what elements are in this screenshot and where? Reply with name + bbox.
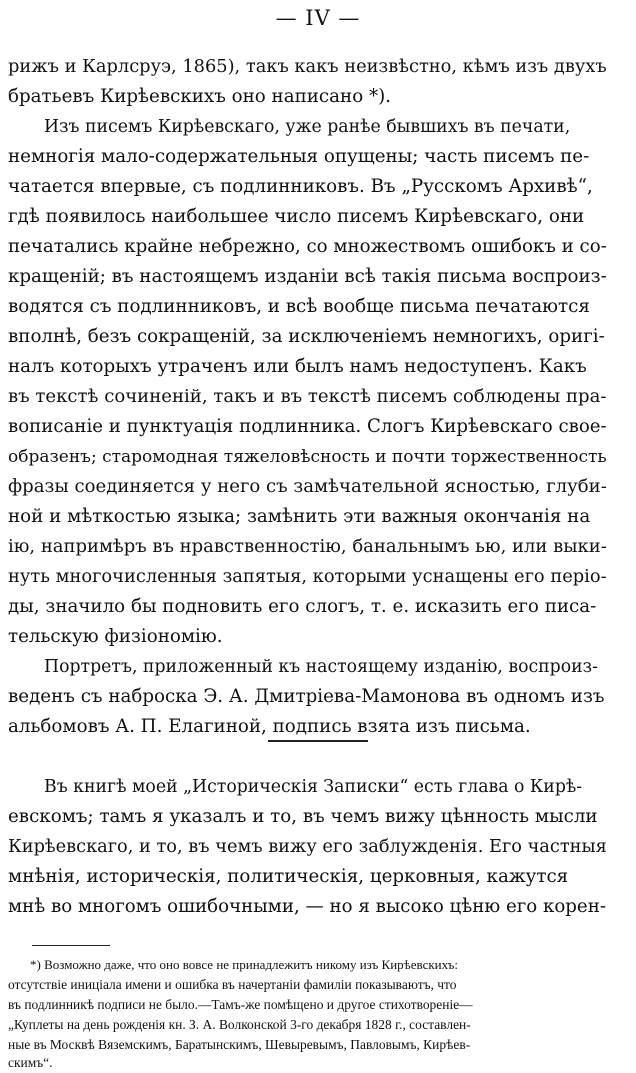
text-line: ію, напримѣръ въ нравственностію, банальнымъ ью, или выки- (8, 536, 607, 557)
section-divider (268, 740, 368, 742)
text-line: альбомовъ А. П. Елагиной, подпись взята изъ письма. (8, 716, 531, 737)
text-line: водятся съ подлинниковъ, и всѣ вообще письма печатаются (8, 296, 590, 317)
text-line: Въ книгѣ моей „Историческія Записки“ есть глава о Кирѣ- (44, 777, 583, 797)
text-line: Кирѣевскаго, и то, въ чемъ вижу его заблужденія. Его частныя (8, 837, 607, 857)
text-line: ды, значило бы подновить его слогъ, т. е. исказить его писа- (8, 596, 597, 617)
text-line: тельскую физіономію. (8, 626, 223, 647)
text-line: рижъ и Карлсруэ, 1865), такъ какъ неизвѣстно, кѣмъ изъ двухъ (8, 56, 607, 77)
text-line: гдѣ появилось наибольшее число писемъ Кирѣевскаго, они (8, 206, 585, 227)
footnote-line: въ подлинникѣ подписи не было.—Тамъ-же помѣщено и другое стихотвореніе— (8, 997, 473, 1012)
footnote-line: скимъ“. (8, 1055, 53, 1070)
text-line: налъ которыхъ утраченъ или былъ намъ недоступенъ. Какъ (8, 356, 587, 377)
footnote-line: „Куплеты на день рожденія кн. З. А. Волконской 3-го декабря 1828 г., составлен- (8, 1017, 471, 1032)
text-line: мнѣ во многомъ ошибочными, — но я высоко цѣню его корен- (8, 896, 606, 917)
text-line: евскомъ; тамъ я указалъ и то, въ чемъ вижу цѣнность мысли (8, 806, 598, 827)
text-line: братьевъ Кирѣевскихъ оно написано *). (8, 86, 392, 107)
text-line: ной и мѣткостью языка; замѣнить эти важныя окончанія на (8, 506, 591, 527)
text-line: Изъ писемъ Кирѣевскаго, уже ранѣе бывшихъ въ печати, (44, 117, 571, 137)
page-number: — IV — (275, 6, 361, 30)
text-line: нуть многочисленныя запятыя, которыми уснащены его періо- (8, 566, 607, 587)
footnote-divider (32, 945, 110, 946)
footnote-line: ные въ Москвѣ Вяземскимъ, Баратынскимъ, Шевыревымъ, Павловымъ, Кирѣев- (8, 1037, 471, 1052)
text-line: чатается впервые, съ подлинниковъ. Въ „Русскомъ Архивѣ“, (8, 176, 593, 197)
footnote-line: *) Возможно даже, что оно вовсе не принадлежитъ никому изъ Кирѣевскихъ: (30, 957, 458, 972)
text-line: фразы соединяется у него съ замѣчательной ясностью, глуби- (8, 476, 607, 497)
text-line: немногія мало-содержательныя опущены; часть писемъ пе- (8, 146, 590, 167)
text-line: кращеній; въ настоящемъ изданіи всѣ такія письма воспроиз- (8, 266, 607, 287)
footnote-line: отсутствіе иниціала имени и ошибка въ начертаніи фамиліи показываютъ, что (8, 977, 457, 992)
text-line: печатались крайне небрежно, со множествомъ ошибокъ и со- (8, 236, 607, 257)
text-line: вописаніе и пунктуація подлинника. Слогъ Кирѣевскаго свое- (8, 416, 607, 437)
text-line: мнѣнія, историческія, политическія, церковныя, кажутся (8, 866, 569, 887)
text-line: Портретъ, приложенный къ настоящему изданію, воспроиз- (44, 657, 598, 677)
text-line: веденъ съ наброска Э. А. Дмитріева-Мамонова въ одномъ изъ (8, 686, 605, 707)
text-line: образенъ; старомодная тяжеловѣсность и почти торжественность (8, 447, 607, 467)
text-line: вполнѣ, безъ сокращеній, за исключеніемъ немногихъ, оригі- (8, 326, 605, 347)
text-line: въ текстѣ сочиненій, такъ и въ текстѣ писемъ соблюдены пра- (8, 386, 607, 407)
